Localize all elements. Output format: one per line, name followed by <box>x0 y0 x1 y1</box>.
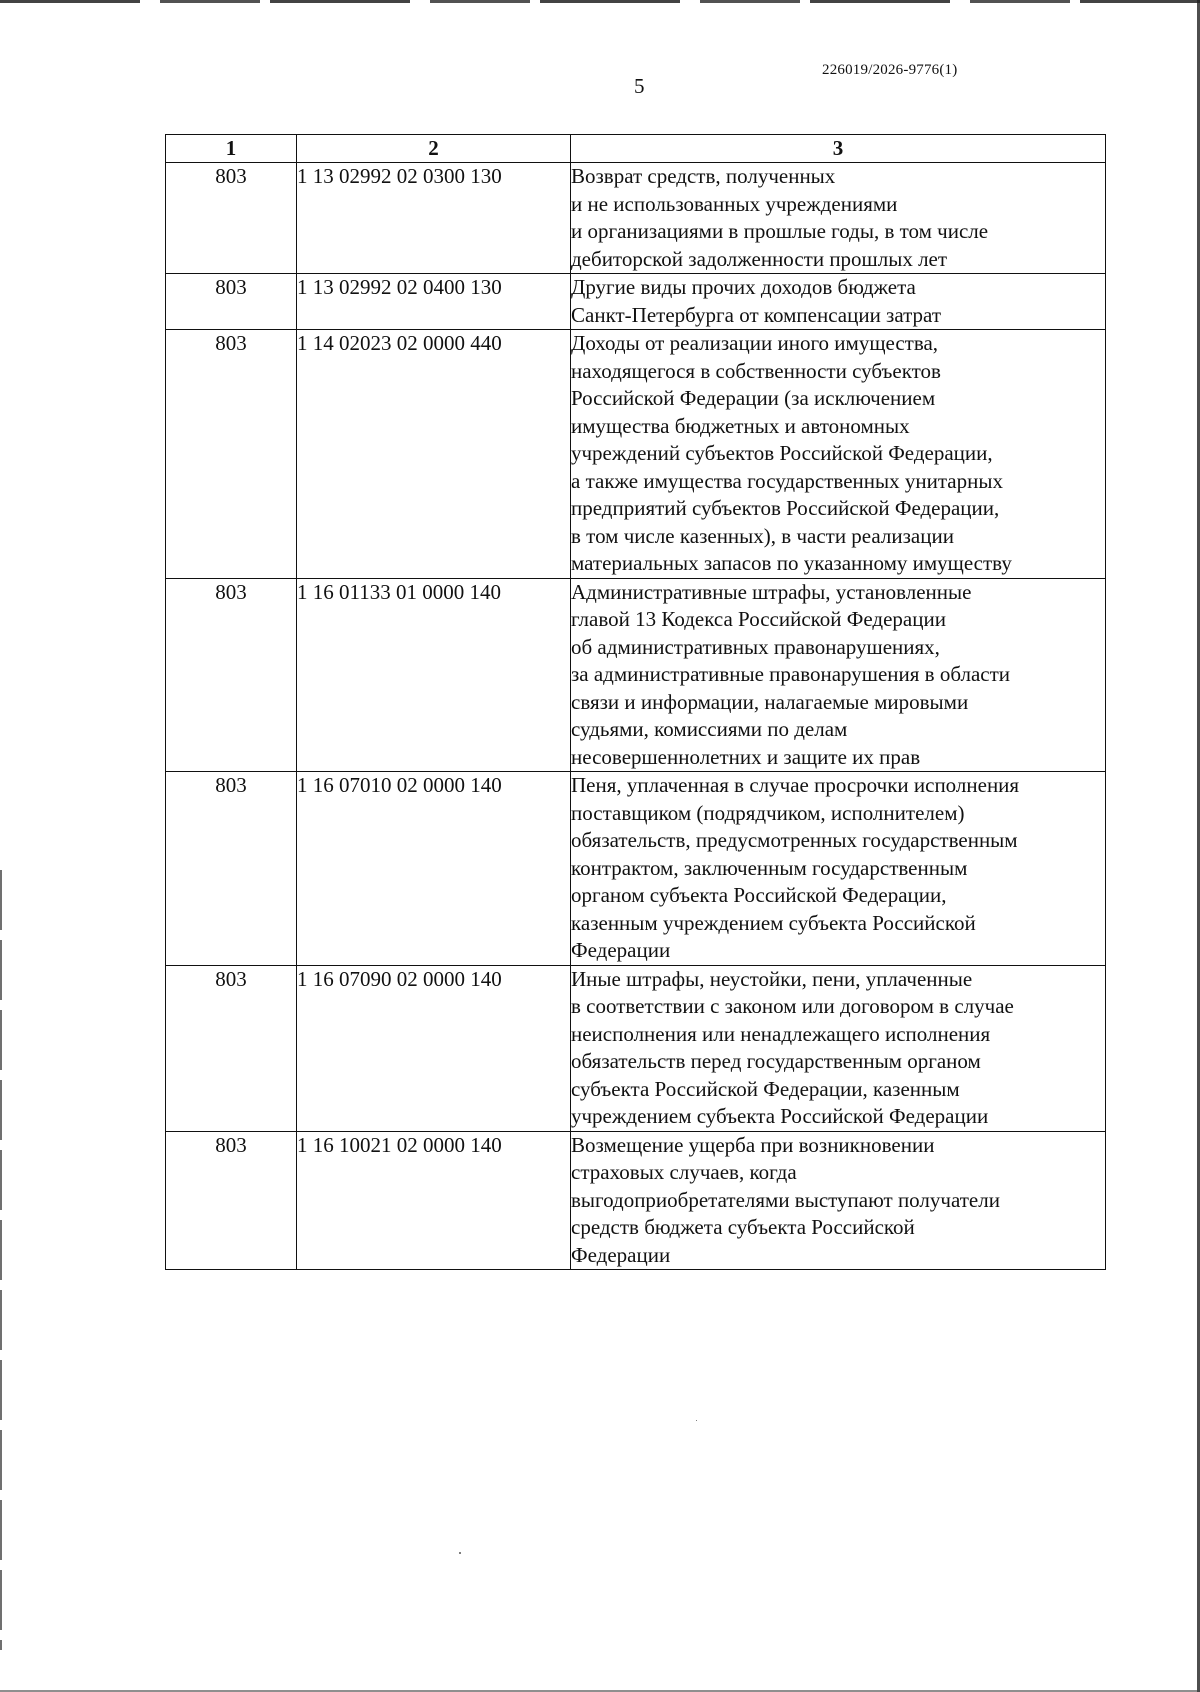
cell-revenue-name <box>571 274 1106 330</box>
revenue-name-line: главой 13 Кодекса Российской Федерации <box>571 607 946 631</box>
cell-admin-code: 803 <box>166 163 297 274</box>
revenue-name-line: средств бюджета субъекта Российской <box>571 1215 915 1239</box>
revenue-name-line: органом субъекта Российской Федерации, <box>571 883 947 907</box>
cell-budget-classification-code: 1 13 02992 02 0300 130 <box>297 163 571 274</box>
table-row <box>166 330 1106 579</box>
revenue-name-line: неисполнения или ненадлежащего исполнения <box>571 1021 991 1046</box>
revenue-name-line: поставщиком (подрядчиком, исполнителем) <box>571 800 965 825</box>
revenue-name-line: выгодоприобретателями выступают получатели <box>571 1187 1000 1212</box>
scan-speck <box>696 1420 697 1421</box>
revenue-name-line: обязательств перед государственным органом <box>571 1049 981 1073</box>
revenue-name-line: казенным учреждением субъекта Российской <box>571 910 976 935</box>
cell-budget-classification-code: 1 16 01133 01 0000 140 <box>297 578 571 772</box>
cell-budget-classification-code: 1 13 02992 02 0400 130 <box>297 274 571 330</box>
page-number: 5 <box>634 74 645 98</box>
table-row <box>166 772 1106 966</box>
cell-admin-code: 803 <box>166 772 297 966</box>
revenue-name-line: Другие виды прочих доходов бюджета <box>571 275 916 299</box>
cell-budget-classification-code: 1 14 02023 02 0000 440 <box>297 330 571 579</box>
cell-admin-code: 803 <box>166 330 297 579</box>
cell-revenue-name <box>571 1131 1106 1270</box>
scan-edge-top <box>0 0 1200 3</box>
revenue-name-line: дебиторской задолженности прошлых лет <box>571 246 948 271</box>
revenue-name-line: обязательств, предусмотренных государственным <box>571 828 1018 852</box>
column-header-admin: 1 <box>166 135 297 163</box>
cell-revenue-name <box>571 965 1106 1131</box>
revenue-name-line: материальных запасов по указанному имуществу <box>571 551 1012 575</box>
revenue-name-line: Пеня, уплаченная в случае просрочки исполнения <box>571 773 1020 797</box>
cell-revenue-name <box>571 578 1106 772</box>
cell-admin-code: 803 <box>166 965 297 1131</box>
revenue-name-line: контрактом, заключенным государственным <box>571 855 968 880</box>
table-row <box>166 163 1106 274</box>
revenue-name-line: страховых случаев, когда <box>571 1160 797 1184</box>
revenue-name-line: а также имущества государственных унитарных <box>571 468 1003 493</box>
column-header-name: 3 <box>571 135 1106 163</box>
revenue-name-line: и не использованных учреждениями <box>571 191 898 216</box>
cell-revenue-name <box>571 330 1106 579</box>
table-row <box>166 274 1106 330</box>
revenue-name-line: Федерации <box>571 938 671 962</box>
cell-admin-code: 803 <box>166 274 297 330</box>
table-row <box>166 1131 1106 1270</box>
table-body <box>166 163 1106 1270</box>
cell-revenue-name <box>571 163 1106 274</box>
revenue-name-line: связи и информации, налагаемые мировыми <box>571 689 969 714</box>
revenue-name-line: учреждений субъектов Российской Федерации, <box>571 441 993 465</box>
revenue-name-line: имущества бюджетных и автономных <box>571 413 910 438</box>
revenue-name-line: в том числе казенных), в части реализации <box>571 523 954 548</box>
scan-speck <box>459 1552 461 1554</box>
revenue-name-line: предприятий субъектов Российской Федерации, <box>571 496 1000 520</box>
revenue-name-line: Возмещение ущерба при возникновении <box>571 1132 935 1157</box>
revenue-name-line: Возврат средств, полученных <box>571 164 836 188</box>
table-row <box>166 965 1106 1131</box>
column-header-code: 2 <box>297 135 571 163</box>
revenue-name-line: в соответствии с законом или договором в случае <box>571 994 1014 1018</box>
cell-budget-classification-code: 1 16 07010 02 0000 140 <box>297 772 571 966</box>
cell-budget-classification-code: 1 16 10021 02 0000 140 <box>297 1131 571 1270</box>
cell-admin-code: 803 <box>166 578 297 772</box>
revenue-name-line: об административных правонарушениях, <box>571 634 940 659</box>
table-row <box>166 578 1106 772</box>
cell-budget-classification-code: 1 16 07090 02 0000 140 <box>297 965 571 1131</box>
scan-edge-left <box>0 870 2 1650</box>
revenue-name-line: Санкт-Петербурга от компенсации затрат <box>571 302 942 327</box>
revenue-name-line: несовершеннолетних и защите их прав <box>571 744 921 769</box>
revenue-name-line: за административные правонарушения в области <box>571 662 1011 686</box>
revenue-name-line: судьями, комиссиями по делам <box>571 717 848 741</box>
revenue-name-line: субъекта Российской Федерации, казенным <box>571 1076 960 1101</box>
revenue-name-line: Федерации <box>571 1242 671 1267</box>
revenue-codes-table <box>165 134 1106 1270</box>
revenue-name-line: Российской Федерации (за исключением <box>571 386 936 410</box>
revenue-name-line: Иные штрафы, неустойки, пени, уплаченные <box>571 966 973 991</box>
revenue-name-line: Административные штрафы, установленные <box>571 579 972 604</box>
revenue-name-line: находящегося в собственности субъектов <box>571 358 941 383</box>
revenue-name-line: и организациями в прошлые годы, в том числе <box>571 219 989 243</box>
revenue-name-line: Доходы от реализации иного имущества, <box>571 331 939 355</box>
document-registration-number: 226019/2026-9776(1) <box>822 62 958 78</box>
revenue-name-line: учреждением субъекта Российской Федерации <box>571 1104 989 1128</box>
cell-revenue-name <box>571 772 1106 966</box>
table-header-row <box>166 135 1106 163</box>
cell-admin-code: 803 <box>166 1131 297 1270</box>
